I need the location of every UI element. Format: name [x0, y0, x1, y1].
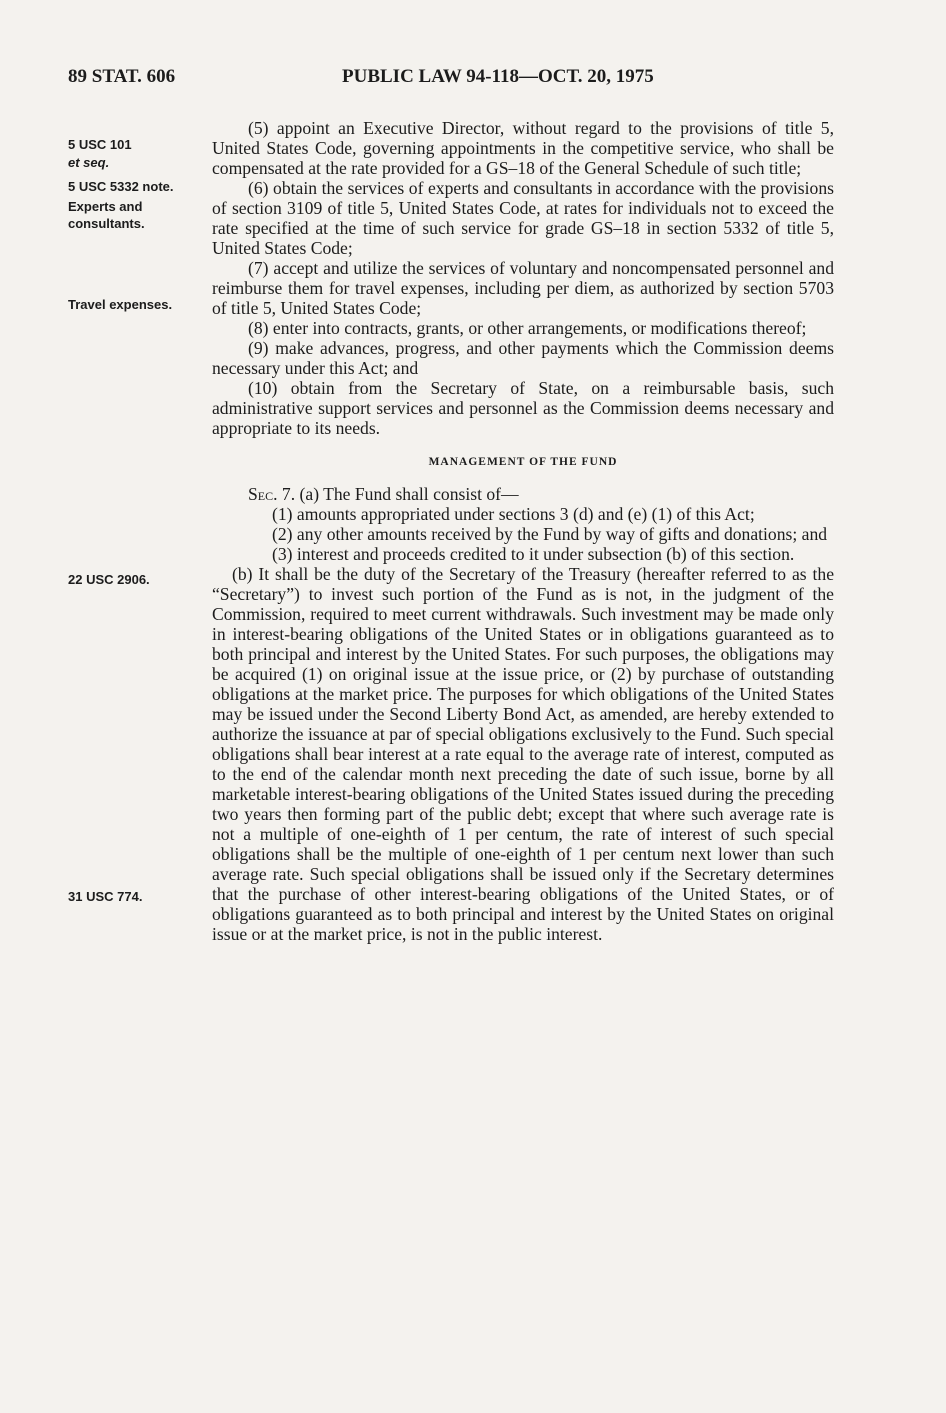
margin-note-travel: Travel expenses.: [68, 297, 173, 312]
sec7-intro: [212, 484, 834, 504]
sec7-sub-2: (2) any other amounts received by the Fund by way of gifts and donations; and: [272, 524, 828, 544]
margin-note-5usc101: 5 USC 101: [68, 137, 132, 152]
sec7-label: Sec. 7.: [248, 484, 296, 504]
item-10: (10) obtain from the Secretary of State, on a reimbursable basis, such administrative support services and personnel as the Commission deems necessary and appropriate to its needs.: [212, 378, 834, 438]
item-9: (9) make advances, progress, and other payments which the Commission deems necessary under this Act; and: [212, 338, 834, 378]
margin-note-consultants: consultants.: [68, 216, 145, 231]
law-title: PUBLIC LAW 94-118—OCT. 20, 1975: [342, 66, 654, 87]
item-7: (7) accept and utilize the services of voluntary and noncompensated personnel and reimburse them for travel expenses, including per diem, as authorized by section 5703 of title 5, United States Code;: [212, 258, 834, 318]
statute-body: [212, 118, 834, 944]
margin-note-experts: Experts and: [68, 199, 143, 214]
margin-note-et-seq: et seq.: [68, 155, 110, 170]
section-heading: MANAGEMENT OF THE FUND: [428, 456, 618, 468]
sec7-sub-1: (1) amounts appropriated under sections 3 (d) and (e) (1) of this Act;: [272, 504, 755, 524]
margin-note-5usc5332: 5 USC 5332 note.: [68, 179, 174, 194]
page-header: [68, 66, 848, 92]
sec7-sub-3: (3) interest and proceeds credited to it under subsection (b) of this section.: [272, 544, 795, 564]
margin-note-31usc774: 31 USC 774.: [68, 889, 143, 904]
sec7-intro-text: (a) The Fund shall consist of—: [299, 484, 519, 504]
margin-note-22usc2906: 22 USC 2906.: [68, 572, 150, 587]
item-6: (6) obtain the services of experts and consultants in accordance with the provisions of section 3109 of title 5, United States Code, at rates for individuals not to exceed the rate specified at the time of such service for grade GS–18 in section 5332 of title 5, United States Code;: [212, 178, 834, 258]
sec7-b: (b) It shall be the duty of the Secretary of the Treasury (hereafter referred to as the “Secretary”) to invest such portion of the Fund as is not, in the judgment of the Commission, required to meet current withdrawals. Such investment may be made only in interest-bearing obligations of the United States or in obligations guaranteed as to both principal and interest by the United States. For such purposes, the obligations may be acquired (1) on original issue at the issue price, or (2) by purchase of outstanding obligations at the market price. The purposes for which obligations of the United States may be issued under the Second Liberty Bond Act, as amended, are hereby extended to authorize the issuance at par of special obligations exclusively to the Fund. Such special obligations shall bear interest at a rate equal to the average rate of interest, computed as to the end of the calendar month next preceding the date of such issue, borne by all marketable interest-bearing obligations of the United States issued during the preceding two years then forming part of the public debt; except that where such average rate is not a multiple of one-eighth of 1 per centum, the rate of interest of such special obligations shall be the multiple of one-eighth of 1 per centum next lower than such average rate. Such special obligations shall be issued only if the Secretary determines that the purchase of other interest-bearing obligations of the United States, or of obligations guaranteed as to both principal and interest by the United States on original issue or at the market price, is not in the public interest.: [212, 564, 834, 944]
stat-citation: 89 STAT. 606: [68, 66, 176, 87]
item-5: (5) appoint an Executive Director, without regard to the provisions of title 5, United States Code, governing appointments in the competitive service, who shall be compensated at the rate provided for a GS–18 of the General Schedule of such title;: [212, 118, 834, 178]
item-8: (8) enter into contracts, grants, or other arrangements, or modifications thereof;: [248, 318, 807, 338]
